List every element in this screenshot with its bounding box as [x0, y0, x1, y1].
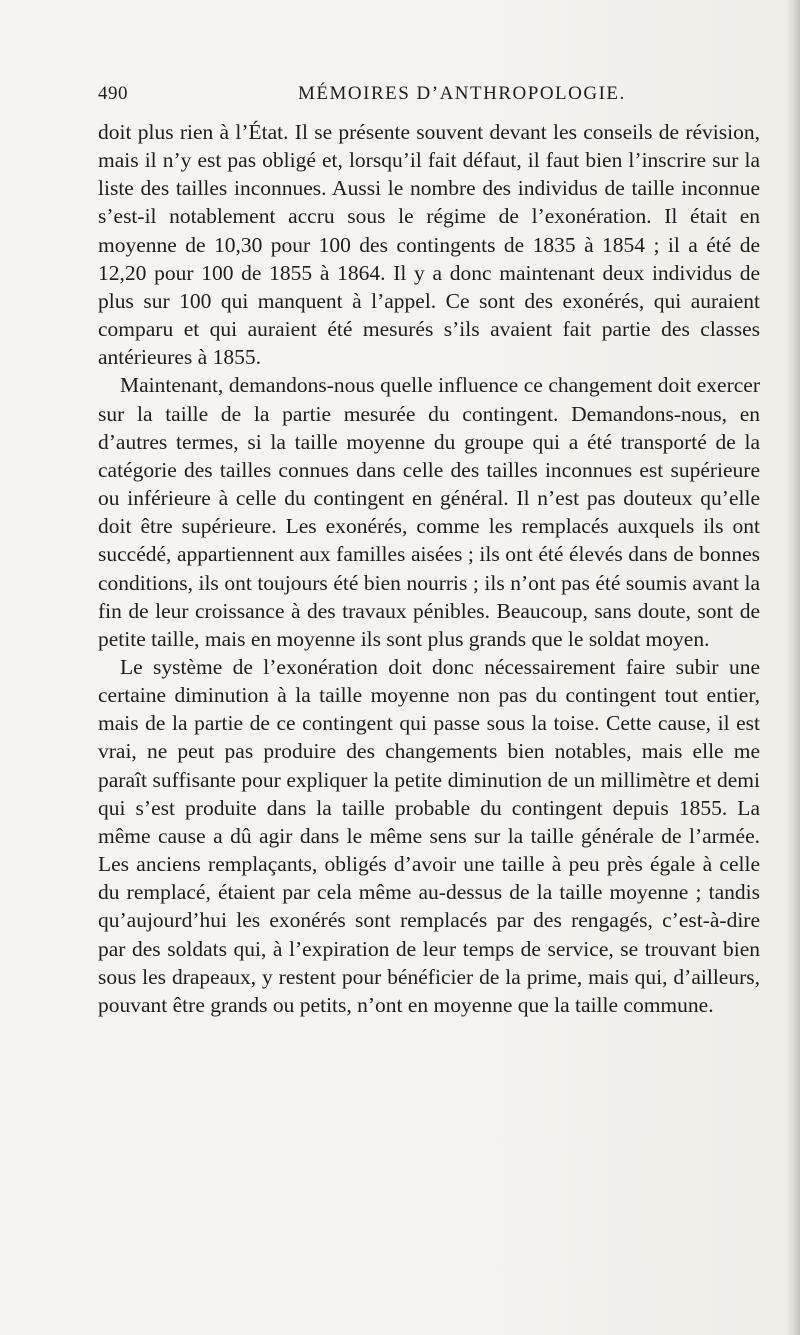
page-number: 490 [98, 83, 128, 104]
running-head: MÉMOIRES D’ANTHROPOLOGIE. [298, 83, 626, 104]
page-header [98, 83, 758, 113]
page-edge-shadow [786, 0, 800, 1335]
body-text [98, 118, 760, 1019]
paragraph: Le système de l’exonération doit donc nécessairement faire subir une certaine diminution à la taille moyenne non pas du contingent tout entier, mais de la partie de ce contingent qui passe sous la toise. Cette cause, il est vrai, ne peut pas produire des changements bien notables, mais elle me paraît suffisante pour expliquer la petite diminution de un millimètre et demi qui s’est produite dans la taille probable du contingent depuis 1855. La même cause a dû agir dans le même sens sur la taille générale de l’armée. Les anciens remplaçants, obligés d’avoir une taille à peu près égale à celle du remplacé, étaient par cela même au-dessus de la taille moyenne ; tandis qu’aujourd’hui les exonérés sont remplacés par des rengagés, c’est-à-dire par des soldats qui, à l’expiration de leur temps de service, se trouvant bien sous les drapeaux, y restent pour bénéficier de la prime, mais qui, d’ailleurs, pouvant être grands ou petits, n’ont en moyenne que la taille commune. [98, 654, 760, 1017]
paragraph: doit plus rien à l’État. Il se présente souvent devant les conseils de révision, mais il n’y est pas obligé et, lorsqu’il fait défaut, il faut bien l’inscrire sur la liste des tailles inconnues. Aussi le nombre des individus de taille inconnue s’est-il notablement accru sous le régime de l’exonération. Il était en moyenne de 10,30 pour 100 des contingents de 1835 à 1854 ; il a été de 12,20 pour 100 de 1855 à 1864. Il y a donc maintenant deux individus de plus sur 100 qui manquent à l’appel. Ce sont des exonérés, qui auraient comparu et qui auraient été mesurés s’ils avaient fait partie des classes antérieures à 1855. [98, 120, 760, 370]
paragraph: Maintenant, demandons-nous quelle influence ce changement doit exercer sur la taille de la partie mesurée du contingent. Demandons-nous, en d’autres termes, si la taille moyenne du groupe qui a été transporté de la catégorie des tailles connues dans celle des tailles inconnues est supérieure ou inférieure à celle du contingent en général. Il n’est pas douteux qu’elle doit être supérieure. Les exonérés, comme les remplacés auxquels ils ont succédé, appartiennent aux familles aisées ; ils ont été élevés dans de bonnes conditions, ils ont toujours été bien nourris ; ils n’ont pas été soumis avant la fin de leur croissance à des travaux pénibles. Beaucoup, sans doute, sont de petite taille, mais en moyenne ils sont plus grands que le soldat moyen. [98, 373, 760, 651]
